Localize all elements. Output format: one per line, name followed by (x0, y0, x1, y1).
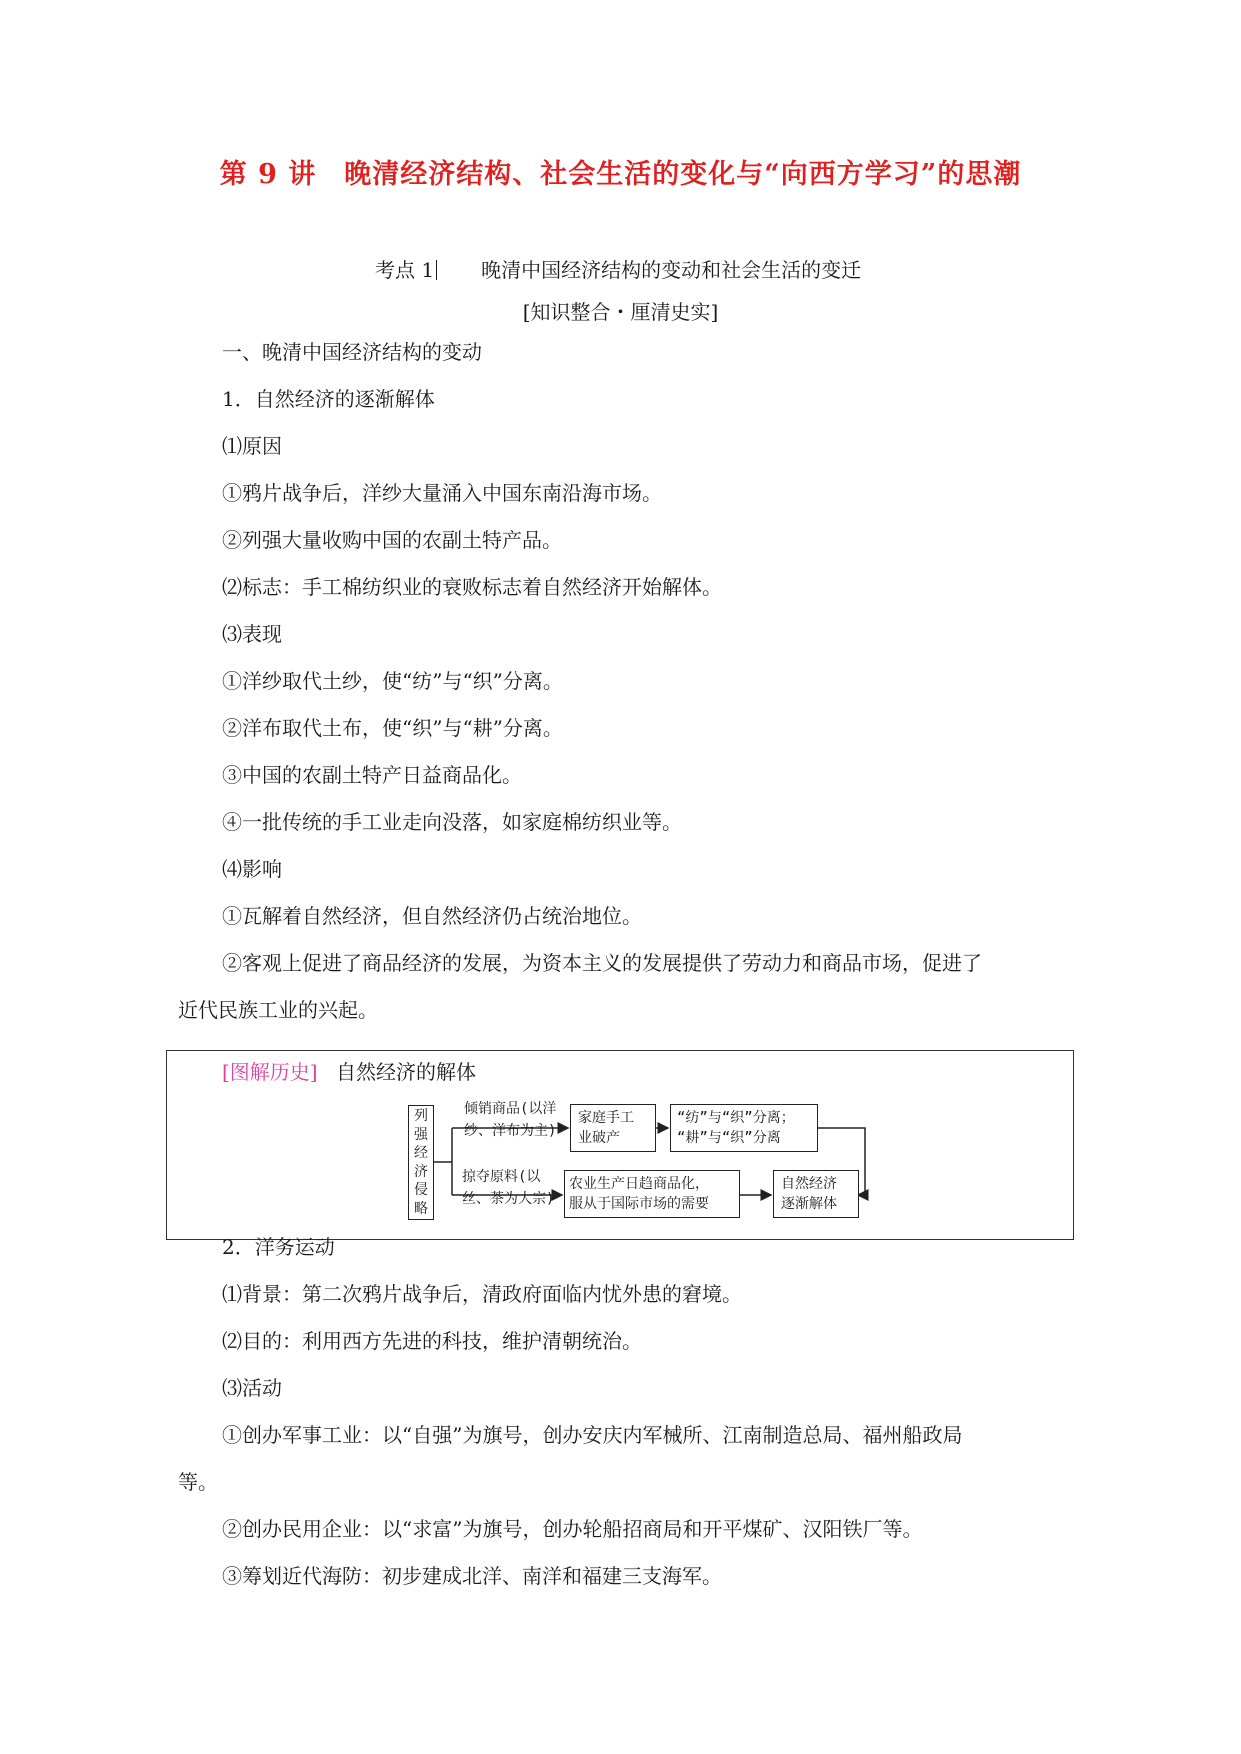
left-box-char: 侵 (414, 1182, 428, 1198)
paragraph: ⑴背景：第二次鸦片战争后，清政府面临内忧外患的窘境。 (222, 1282, 742, 1306)
lower-branch-label (462, 1166, 554, 1210)
left-box-char: 略 (414, 1200, 428, 1217)
box-line: “纺”与“织”分离； (677, 1110, 795, 1126)
paragraph: ③中国的农副土特产日益商品化。 (222, 763, 522, 787)
lower-label-line: 丝、茶为大宗) (462, 1191, 555, 1207)
section-tag: [知识整合・厘清史实] (522, 300, 719, 324)
subsection-heading: 2．洋务运动 (222, 1235, 335, 1259)
left-box-char: 经 (414, 1145, 428, 1161)
left-box-powers (408, 1105, 434, 1220)
paragraph: ⑵目的：利用西方先进的科技，维护清朝统治。 (222, 1329, 642, 1353)
box-line: 逐渐解体 (781, 1196, 837, 1212)
left-box-char: 强 (414, 1126, 428, 1143)
paragraph: ①鸦片战争后，洋纱大量涌入中国东南沿海市场。 (222, 481, 662, 505)
reason-heading: ⑴原因 (222, 434, 282, 458)
paragraph: ⑵标志：手工棉纺织业的衰败标志着自然经济开始解体。 (222, 575, 722, 599)
impact-heading: ⑷影响 (222, 857, 282, 881)
paragraph: ①洋纱取代土纱，使“纺”与“织”分离。 (222, 669, 563, 693)
box-line: “耕”与“织”分离 (677, 1130, 781, 1146)
paragraph: ②洋布取代土布，使“织”与“耕”分离。 (222, 716, 563, 740)
lower-label-line: 掠夺原料(以 (462, 1169, 541, 1185)
page-title: 第 9 讲 晚清经济结构、社会生活的变化与“向西方学习”的思潮 (219, 159, 1022, 190)
figure-caption: 自然经济的解体 (335, 1060, 476, 1084)
paragraph: ①创办军事工业：以“自强”为旗号，创办安庆内军械所、江南制造总局、福州船政局 (222, 1423, 963, 1447)
paragraph: ③筹划近代海防：初步建成北洋、南洋和福建三支海军。 (222, 1564, 722, 1588)
paragraph: ②客观上促进了商品经济的发展，为资本主义的发展提供了劳动力和商品市场，促进了 (222, 951, 982, 975)
left-box-char: 济 (414, 1163, 428, 1180)
box-line: 服从于国际市场的需要 (569, 1196, 709, 1212)
box-line: 家庭手工 (578, 1110, 634, 1126)
paragraph-continued: 等。 (178, 1470, 218, 1494)
figure-tag: [图解历史] (222, 1060, 318, 1084)
box-separation (670, 1104, 818, 1152)
upper-label-line: 倾销商品(以洋 (464, 1101, 557, 1117)
upper-label-line: 纱、洋布为主) (464, 1123, 557, 1139)
paragraph-continued: 近代民族工业的兴起。 (178, 998, 378, 1022)
paragraph: ②创办民用企业：以“求富”为旗号，创办轮船招商局和开平煤矿、汉阳铁厂等。 (222, 1517, 923, 1541)
box-result (773, 1170, 859, 1218)
box-line: 业破产 (578, 1130, 620, 1146)
paragraph: ④一批传统的手工业走向没落，如家庭棉纺织业等。 (222, 810, 682, 834)
perf-heading: ⑶表现 (222, 622, 282, 646)
box-family-industry (570, 1104, 656, 1152)
left-box-char: 列 (414, 1108, 428, 1124)
box-line: 自然经济 (781, 1176, 837, 1192)
box-line: 农业生产日趋商品化， (569, 1176, 709, 1192)
act-heading: ⑶活动 (222, 1376, 282, 1400)
kaodian-text: 晚清中国经济结构的变动和社会生活的变迁 (481, 258, 862, 282)
upper-branch-label (464, 1098, 556, 1142)
box-agriculture (564, 1170, 740, 1218)
subsection-heading: 1．自然经济的逐渐解体 (222, 387, 435, 411)
kaodian-label: 考点 1 (375, 258, 435, 282)
paragraph: ②列强大量收购中国的农副土特产品。 (222, 528, 562, 552)
paragraph: ①瓦解着自然经济，但自然经济仍占统治地位。 (222, 904, 642, 928)
section-heading: 一、晚清中国经济结构的变动 (222, 340, 482, 364)
